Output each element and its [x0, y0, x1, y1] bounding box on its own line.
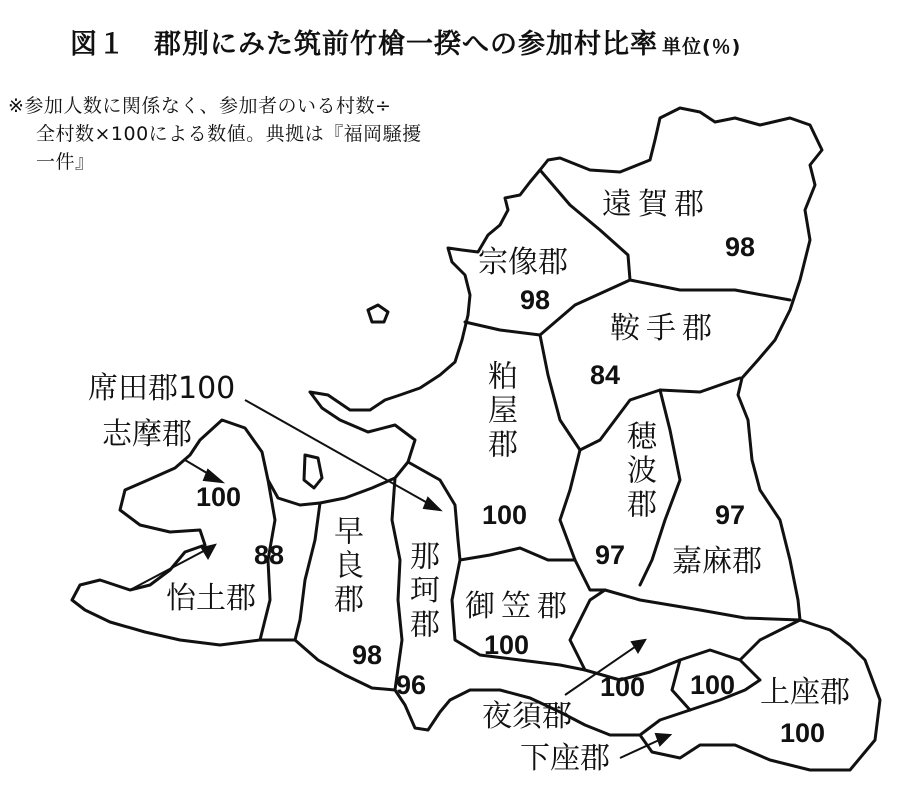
label-kasuya: 粕屋郡 — [482, 360, 517, 462]
label-ito: 怡土郡 — [166, 581, 256, 616]
value-kurate: 84 — [590, 360, 621, 390]
title-text: 図１ 郡別にみた筑前竹槍一揆への参加村比率 — [70, 29, 658, 60]
value-sawara: 98 — [352, 640, 383, 670]
unit-label: 単位(％) — [662, 36, 742, 58]
label-mushiroda: 席田郡100 — [88, 371, 236, 406]
value-kama: 97 — [715, 500, 746, 530]
value-shimoza: 100 — [690, 670, 736, 700]
label-shimoza: 下座郡 — [520, 741, 610, 776]
label-shima: 志摩郡 — [102, 417, 192, 452]
island-nokonoshima — [304, 455, 322, 488]
label-onga: 遠賀郡 — [602, 187, 710, 222]
label-naka: 那珂郡 — [404, 540, 439, 642]
value-honami: 97 — [595, 540, 626, 570]
note-line-1: ※参加人数に関係なく、参加者のいる村数÷ — [8, 95, 392, 117]
value-shima: 100 — [196, 482, 242, 512]
value-yasu: 100 — [600, 672, 646, 702]
value-ito: 88 — [254, 540, 285, 570]
label-sawara: 早良郡 — [328, 515, 363, 617]
note-line-3: 一件』 — [36, 151, 95, 173]
value-naka: 96 — [396, 670, 427, 700]
value-kamiza: 100 — [780, 718, 826, 748]
note-line-2: 全村数×100による数値。典拠は『福岡騒擾 — [36, 123, 422, 145]
label-mikasa: 御笠郡 — [465, 589, 573, 624]
island-genkai — [368, 305, 388, 322]
value-mikasa: 100 — [484, 630, 530, 660]
label-kama: 嘉麻郡 — [672, 544, 762, 579]
value-munakata: 98 — [520, 285, 551, 315]
label-kamiza: 上座郡 — [760, 675, 850, 710]
value-kasuya: 100 — [482, 500, 528, 530]
label-yasu: 夜須郡 — [482, 699, 572, 734]
value-onga: 98 — [725, 232, 756, 262]
label-honami: 穂波郡 — [621, 420, 656, 522]
label-kurate: 鞍手郡 — [610, 311, 718, 346]
label-munakata: 宗像郡 — [478, 245, 568, 280]
coastline — [72, 108, 880, 770]
